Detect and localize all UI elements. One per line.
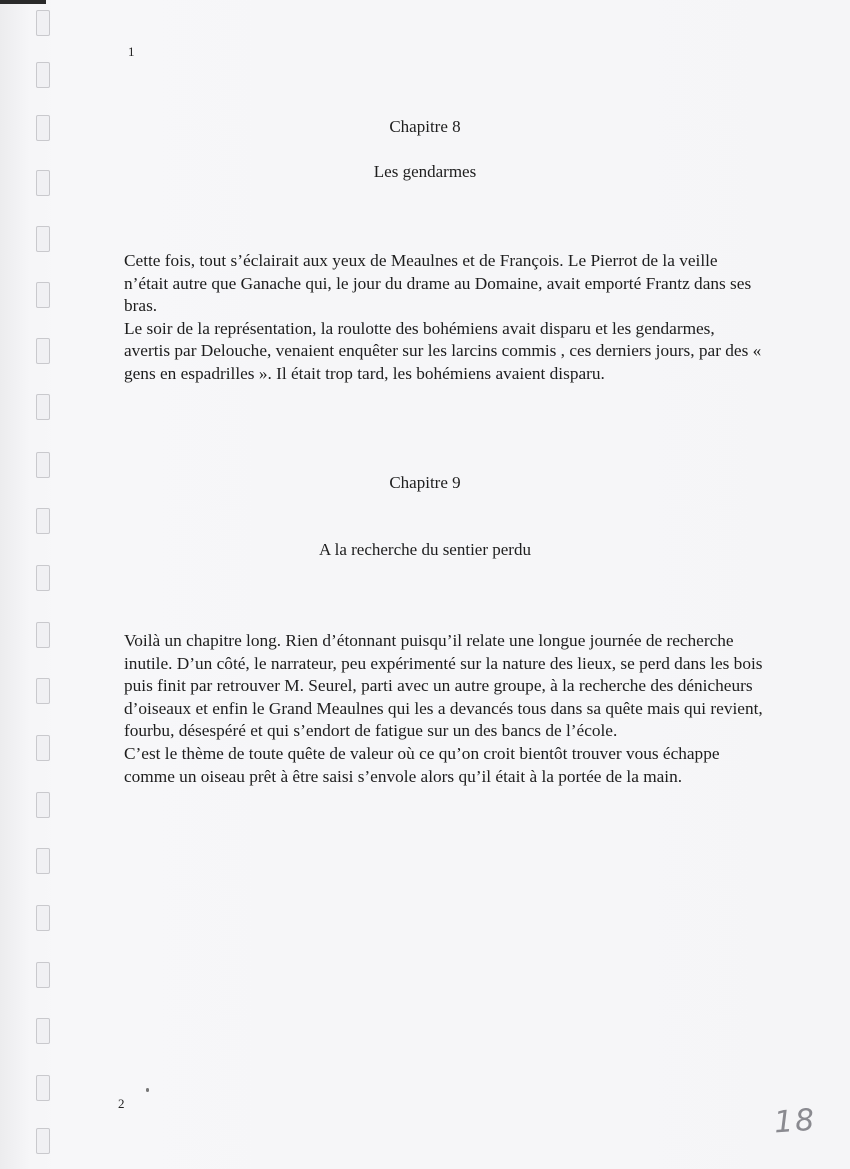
- chapter-9-body: [124, 630, 764, 788]
- handwritten-page-number: 18: [772, 1102, 818, 1141]
- page-number-top: 1: [128, 44, 135, 59]
- chapter-9-title: Chapitre 9: [389, 473, 461, 492]
- chapter-8-paragraph-1: Cette fois, tout s’éclairait aux yeux de Meaulnes et de François. Le Pierrot de la veille n’était autre que Ganache qui, le jour du drame au Domaine, avait emporté Frantz dans ses bras.: [124, 251, 752, 316]
- chapter-9-paragraph-1: Voilà un chapitre long. Rien d’étonnant puisqu’il relate une longue journée de recherche inutile. D’un côté, le narrateur, peu expérimenté sur la nature des lieux, se perd dans les bois puis finit par retrouver M. Seurel, parti avec un autre groupe, à la recherche des dénicheurs d’oiseaux et enfin le Grand Meaulnes qui les a devancés tous dans sa quête mais qui revient, fourbu, désespéré et qui s’endort de fatigue sur un des bancs de l’école.: [124, 631, 763, 741]
- chapter-9-paragraph-2: C’est le thème de toute quête de valeur où ce qu’on croit bientôt trouver vous échappe comme un oiseau prêt à être saisi s’envole alors qu’il était à la portée de la main.: [124, 743, 720, 786]
- chapter-9-subtitle: A la recherche du sentier perdu: [319, 540, 531, 559]
- scan-speck: [146, 1088, 149, 1092]
- chapter-8-subtitle: Les gendarmes: [373, 162, 477, 181]
- chapter-8-body: [124, 250, 764, 386]
- page-number-bottom: 2: [118, 1096, 125, 1111]
- chapter-8-title: Chapitre 8: [389, 117, 461, 136]
- chapter-8-paragraph-2: Le soir de la représentation, la roulotte des bohémiens avait disparu et les gendarmes, avertis par Delouche, venaient enquêter sur les larcins commis , ces derniers jours, par des « gens en espadrilles ». Il était trop tard, les bohémiens avaient disparu.: [124, 318, 762, 383]
